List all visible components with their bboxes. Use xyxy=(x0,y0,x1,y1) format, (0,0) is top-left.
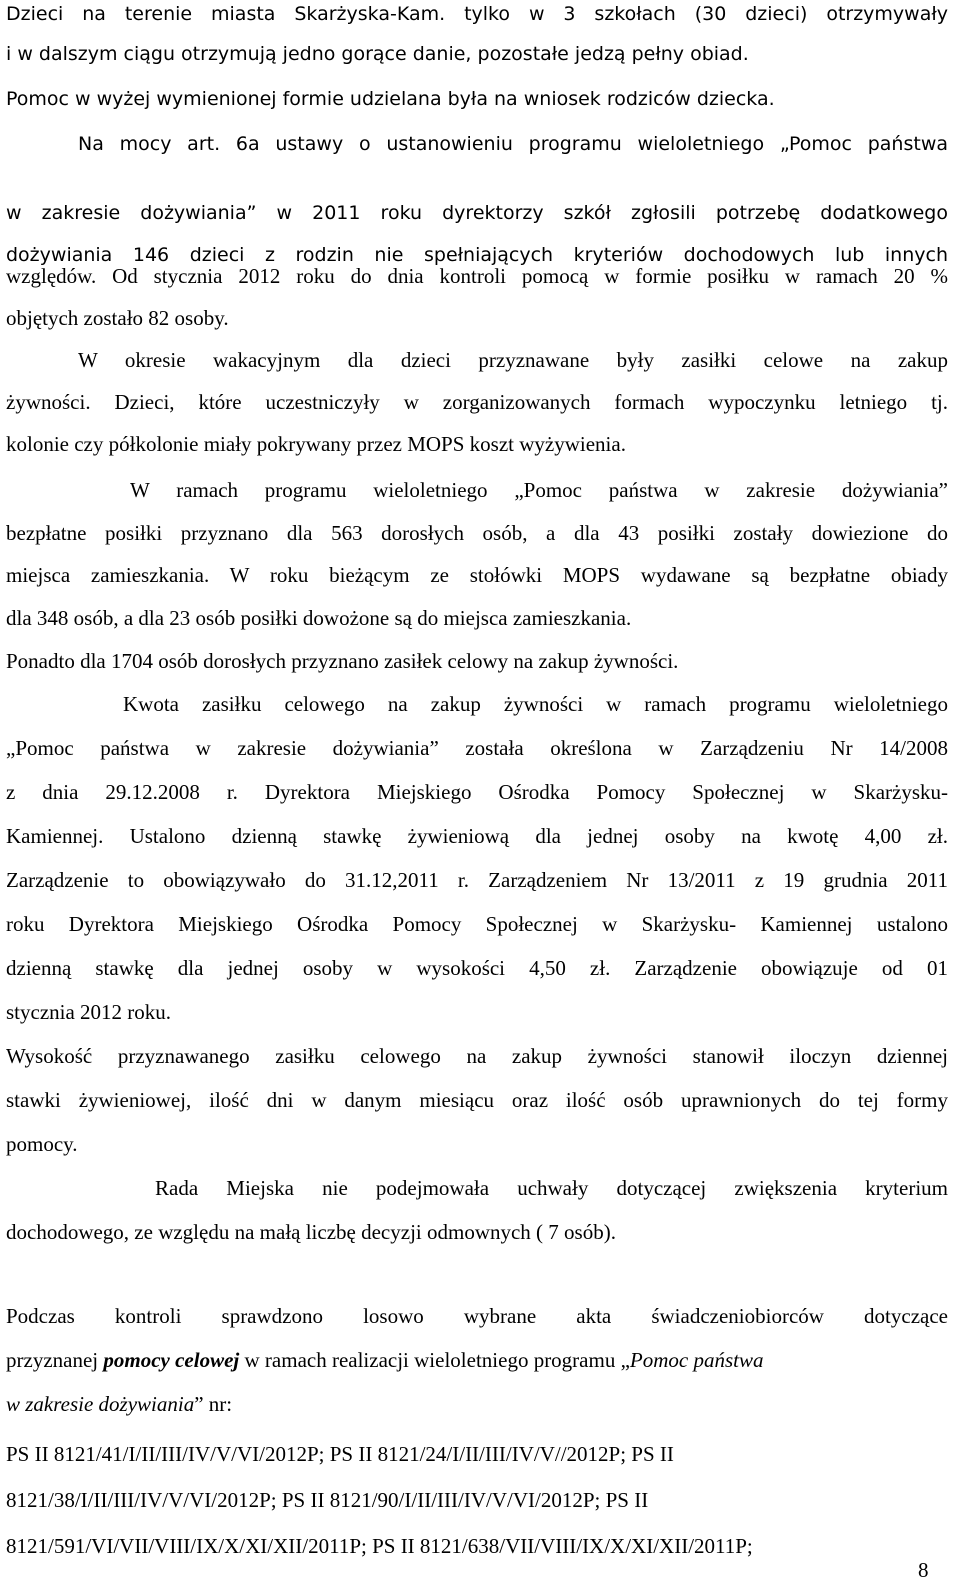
paragraph-6-line-1: Wysokość przyznawanego zasiłku celowego na zakup żywności stanowił iloczyn dziennej xyxy=(6,1044,948,1068)
case-numbers-line-2: 8121/38/I/II/III/IV/V/VI/2012P; PS II 8121/90/I/II/III/IV/V/VI/2012P; PS II xyxy=(6,1488,649,1512)
paragraph-2-line-2: w zakresie dożywiania” w 2011 roku dyrektorzy szkół zgłosili potrzebę dodatkowego xyxy=(6,202,948,224)
paragraph-2-line-1: Na mocy art. 6a ustawy o ustanowieniu programu wieloletniego „Pomoc państwa xyxy=(78,133,948,155)
page-number: 8 xyxy=(918,1558,929,1582)
paragraph-5-line-2: „Pomoc państwa w zakresie dożywiania” została określona w Zarządzeniu Nr 14/2008 xyxy=(6,736,948,760)
emphasis-program-name: Pomoc państwa xyxy=(629,1348,764,1372)
paragraph-2-line-3: dożywiania 146 dzieci z rodzin nie spełniających kryteriów dochodowych lub innych xyxy=(6,244,948,266)
paragraph-3-line-3: kolonie czy półkolonie miały pokrywany przez MOPS koszt wyżywienia. xyxy=(6,432,626,456)
paragraph-8-line-1: Podczas kontroli sprawdzono losowo wybrane akta świadczeniobiorców dotyczące xyxy=(6,1304,948,1328)
paragraph-7-line-1: Rada Miejska nie podejmowała uchwały dotyczącej zwiększenia kryterium xyxy=(155,1176,948,1200)
paragraph-5-line-7: dzienną stawkę dla jednej osoby w wysokości 4,50 zł. Zarządzenie obowiązuje od 01 xyxy=(6,956,948,980)
emphasis-program-name: w zakresie dożywiania xyxy=(6,1392,195,1416)
paragraph-4-line-2: bezpłatne posiłki przyznano dla 563 dorosłych osób, a dla 43 posiłki zostały dowiezione do xyxy=(6,521,948,545)
paragraph-1-line-1: Dzieci na terenie miasta Skarżyska-Kam. tylko w 3 szkołach (30 dzieci) otrzymywały xyxy=(6,3,948,25)
paragraph-8-line-3 xyxy=(6,1390,948,1418)
paragraph-3-line-1: W okresie wakacyjnym dla dzieci przyznawane były zasiłki celowe na zakup xyxy=(78,348,948,372)
paragraph-6-line-2: stawki żywieniowej, ilość dni w danym miesiącu oraz ilość osób uprawnionych do tej formy xyxy=(6,1088,948,1112)
case-numbers-line-1: PS II 8121/41/I/II/III/IV/V/VI/2012P; PS II 8121/24/I/II/III/IV/V//2012P; PS II xyxy=(6,1442,674,1466)
paragraph-6-line-3: pomocy. xyxy=(6,1132,78,1156)
paragraph-8-text: ” nr: xyxy=(194,1392,233,1416)
paragraph-5-line-8: stycznia 2012 roku. xyxy=(6,1000,172,1024)
paragraph-5-line-6: roku Dyrektora Miejskiego Ośrodka Pomocy Społecznej w Skarżysku- Kamiennej ustalono xyxy=(6,912,948,936)
case-numbers-line-3: 8121/591/VI/VII/VIII/IX/X/XI/XII/2011P; PS II 8121/638/VII/VIII/IX/X/XI/XII/2011P; xyxy=(6,1534,753,1558)
paragraph-1-line-3: Pomoc w wyżej wymienionej formie udzielana była na wniosek rodziców dziecka. xyxy=(6,88,775,110)
paragraph-1-line-2: i w dalszym ciągu otrzymują jedno gorące danie, pozostałe jedzą pełny obiad. xyxy=(6,43,749,65)
paragraph-7-line-2: dochodowego, ze względu na małą liczbę decyzji odmownych ( 7 osób). xyxy=(6,1220,616,1244)
paragraph-4-line-3: miejsca zamieszkania. W roku bieżącym ze stołówki MOPS wydawane są bezpłatne obiady xyxy=(6,563,948,587)
paragraph-5-line-3: z dnia 29.12.2008 r. Dyrektora Miejskiego Ośrodka Pomocy Społecznej w Skarżysku- xyxy=(6,780,948,804)
paragraph-5-line-4: Kamiennej. Ustalono dzienną stawkę żywieniową dla jednej osoby na kwotę 4,00 zł. xyxy=(6,824,948,848)
paragraph-2-line-4: względów. Od stycznia 2012 roku do dnia kontroli pomocą w formie posiłku w ramach 20 % xyxy=(6,264,948,288)
paragraph-8-line-2 xyxy=(6,1346,948,1374)
paragraph-4-line-1: W ramach programu wieloletniego „Pomoc państwa w zakresie dożywiania” xyxy=(130,478,948,502)
paragraph-8-text: przyznanej xyxy=(6,1348,104,1372)
emphasis-pomoc-celowa: pomocy celowej xyxy=(103,1348,240,1372)
paragraph-8-text: w ramach realizacji wieloletniego programu „ xyxy=(239,1348,630,1372)
paragraph-5-line-1: Kwota zasiłku celowego na zakup żywności w ramach programu wieloletniego xyxy=(123,692,948,716)
paragraph-3-line-2: żywności. Dzieci, które uczestniczyły w zorganizowanych formach wypoczynku letniego tj. xyxy=(6,390,948,414)
paragraph-4-line-4: dla 348 osób, a dla 23 osób posiłki dowożone są do miejsca zamieszkania. xyxy=(6,606,632,630)
paragraph-5-line-5: Zarządzenie to obowiązywało do 31.12,2011 r. Zarządzeniem Nr 13/2011 z 19 grudnia 2011 xyxy=(6,868,948,892)
paragraph-2-line-5: objętych zostało 82 osoby. xyxy=(6,306,229,330)
paragraph-4-line-5: Ponadto dla 1704 osób dorosłych przyznano zasiłek celowy na zakup żywności. xyxy=(6,649,679,673)
